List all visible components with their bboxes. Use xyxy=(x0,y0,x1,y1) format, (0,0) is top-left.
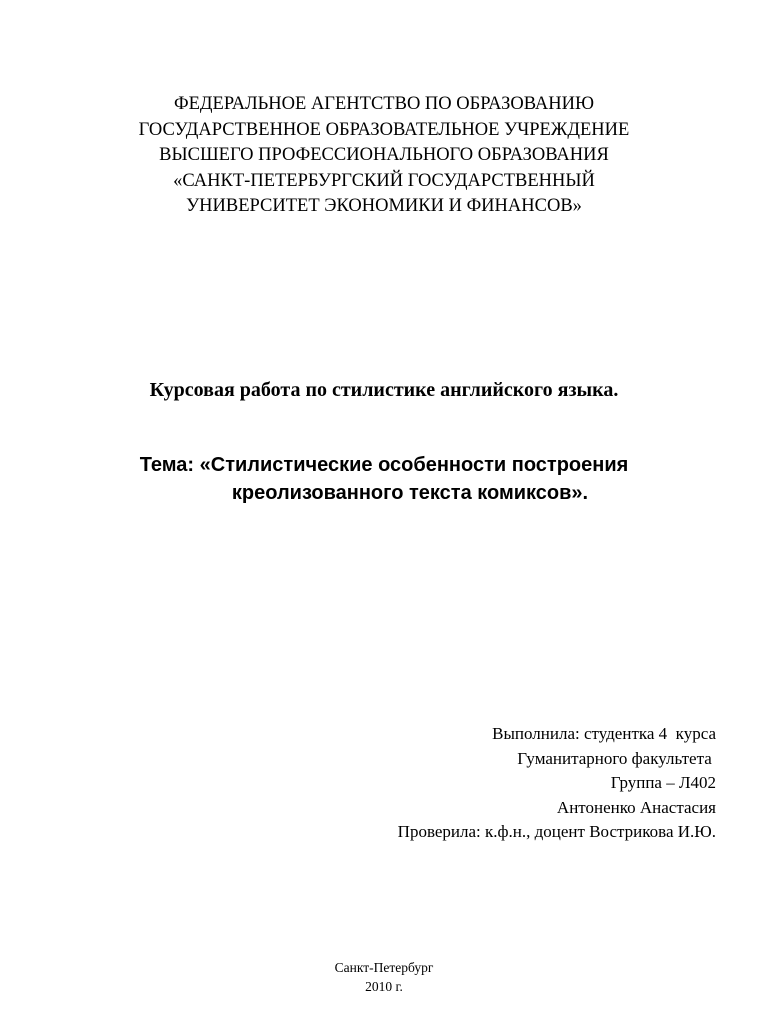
footer-city: Санкт-Петербург xyxy=(334,960,434,975)
author-line: Группа – Л402 xyxy=(610,773,716,792)
author-line: Выполнила: студентка 4 курса xyxy=(492,724,716,743)
header-line: «САНКТ-ПЕТЕРБУРГСКИЙ ГОСУДАРСТВЕННЫЙ xyxy=(173,170,595,191)
city-year-footer xyxy=(284,958,484,996)
institution-header xyxy=(60,92,708,220)
header-line: ГОСУДАРСТВЕННОЕ ОБРАЗОВАТЕЛЬНОЕ УЧРЕЖДЕНИЕ xyxy=(138,119,630,140)
header-line: ФЕДЕРАЛЬНОЕ АГЕНТСТВО ПО ОБРАЗОВАНИЮ xyxy=(174,94,594,114)
topic-line: Тема: «Стилистические особенности построения xyxy=(139,454,629,476)
header-line: УНИВЕРСИТЕТ ЭКОНОМИКИ И ФИНАНСОВ» xyxy=(186,196,582,216)
footer-year: 2010 г. xyxy=(365,979,403,994)
reviewer-line: Проверила: к.ф.н., доцент Вострикова И.Ю. xyxy=(397,822,716,841)
header-line: ВЫСШЕГО ПРОФЕССИОНАЛЬНОГО ОБРАЗОВАНИЯ xyxy=(159,145,609,165)
topic-line: креолизованного текста комиксов». xyxy=(231,482,589,504)
course-title: Курсовая работа по стилистике английского языка. xyxy=(149,379,619,401)
author-line: Гуманитарного факультета xyxy=(517,748,716,768)
author-block xyxy=(216,722,716,845)
topic-block xyxy=(40,451,728,507)
author-line: Антоненко Анастасия xyxy=(556,797,716,817)
